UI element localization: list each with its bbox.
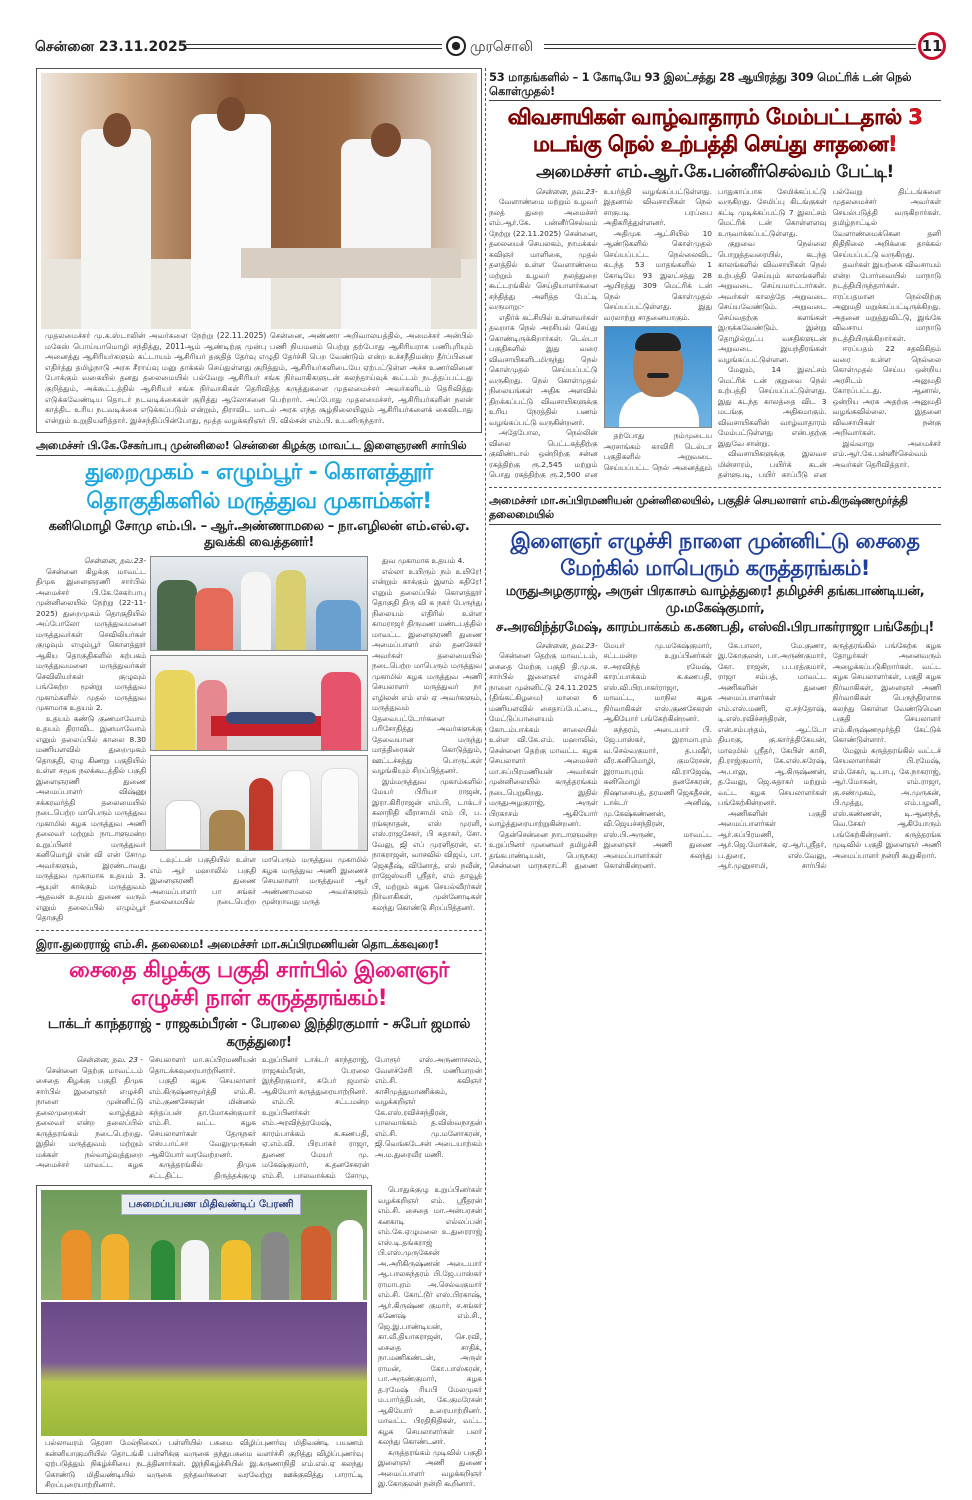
header-rule — [544, 44, 916, 49]
paragraph: டவுட்டன் பகுதியில் உள்ள எம் ஆர் மஹாலில் பகுதி இளைஞரணி துணை அமைப்பாளர் பா சங்கர் தலைமையில் நடைபெற்ற மாபெரும் மருத்துவ முகாமில் கழக மருத்துவ அணி இணைச் செயலாளர் மருத்துவர் ஆர் அண்ணாமலை அவர்களும் மூன்றாவது மருத் — [150, 855, 368, 907]
headline: இளைஞர் எழுச்சி நாளை முன்னிட்டு சைதை மேற்கில் மாபெரும் கருத்தரங்கம்! — [510, 528, 920, 580]
column-divider — [485, 68, 486, 1470]
article-body — [372, 556, 482, 913]
paragraph: உதயம் கண்டு குணமாவோம் உதயம் திராவிட இனமாவோம் எனும் தலைப்பில் காலை 8.30 மணியளவில் துறைமுகம் தொகுதி, ஏழு கிணறு பகுதியில் உள்ள சமூக நலக்கூடத்தில் பகுதி இளைஞரணி துணை அமைப்பாளர் விஷ்ணு சக்கரவர்த்தி தலைமையில் நடைபெற்ற மாபெரும் மருத்துவ முகாமில் கழக மருத்துவ அணி தலைவர் மற்றும் நாடாளுமன்ற உறுப்பினர் மருத்துவர் கனிமொழி என் வி என் சோமு அவர்களும், இரண்டாவது மருத்துவ முகாமாக உதயம் 3. ஆயுள் காக்கும் மருத்துவம் ஆதவன் உதயம் துணை வரும் எனும் தலைப்பில் எழும்பூர் தொகுதி — [36, 713, 146, 923]
dateline: சென்னை, நவ.23- — [535, 640, 598, 650]
dateline: சென்னை, நவ.23- — [535, 186, 598, 196]
kicker: அமைச்சர் பி.கே.சேகர்பாபு முன்னிலை! சென்னை கிழக்கு மாவட்ட இளைஞரணி சார்பில் — [36, 439, 482, 456]
left-column — [36, 68, 482, 1494]
photo-caption: முதலமைச்சர் மு.க.ஸ்டாலின் அவர்களை நேற்று (22.11.2025) சென்னை, அண்ணா அறிவாலயத்தில், அமைச்சர் அன்பில் மகேஸ் பொய்யாமொழி சந்தித்து, 2011ஆம் ஆண்டிற்கு முன்பு பணி நியமனம் பெற்று தற்போது ஆசிரியராக பணிபுரியும் அனைத்து ஆசிரியர்களும் கட்டாயம் ஆசிரியர் தகுதித் தேர்வு எழுதி தேர்ச்சி பெற வேண்டும் என்ற உச்சநீதிமன்ற தீர்ப்பினை எதிர்த்து தமிழ்நாடு அரசு சீராய்வு மனு தாக்கல் செய்துள்ளது குறித்தும், ஆசிரியர்களிடையே ஏற்பட்டுள்ள அச்ச உணர்வினை போக்கும் வகையில் தனது தலைமையில் பல்வேறு ஆசிரியர் சங்க நிர்வாகிகளுடன் கலந்தாய்வுக் கூட்டம் நடத்தப்பட்டது குறித்தும், அக்கூட்டத்தில் ஆசிரியர் சங்க நிர்வாகிகள் தெரிவித்த கருத்துகளை முதலமைச்சர் அவர்களிடம் தெரிவித்து எடுக்கவேண்டிய தொடர் நடவடிக்கைகள் குறித்து ஆலோசனை பெற்றார். அப்போது முதலமைச்சர், ஆசிரியர்களின் நலன் காத்திட உரிய நடவடிக்கை எடுக்கப்படும் என்றும், திராவிட மாடல் அரசு எந்த சூழ்நிலையிலும் ஆசிரியர்களைக் கைவிடாது என்றும் உறுதியளித்தார். இச்சந்திப்பின்போது, மூத்த வழக்கறிஞர் பி. வில்சன் எம்.பி. உடனிருந்தார். — [45, 331, 473, 425]
section-divider — [36, 930, 482, 931]
paragraph: விவசாயிகளுக்கு இலவச மின்சாரம், பயிர்க் கடன் தள்ளுபடி, பயிர் காப்பீடு என பல்வேறு திட்டங்களை முதலமைச்சர் அவர்கள் செயல்படுத்தி வருகிறார்கள். தமிழ்நாட்டில் வேளாண்மைக்கென தனி நிதிநிலை அறிக்கை தாக்கல் செய்யப்பட்டு வருகிறது. — [718, 186, 941, 480]
medical-camp-article — [36, 439, 482, 923]
paragraph: கருத்தரங்கில் திமுக சட்டதிட்ட திருத்தக்குழு உறுப்பினர் டாக்டர் காந்தராஜ், ராஜகம்பீரன், பேரலை இந்திரகுமார், சுபேர் ஜமால் ஆகியோர் கருத்துரையாற்றினர். — [149, 1055, 369, 1180]
newspaper-name: முரசொலி — [470, 39, 533, 55]
paragraph: எதிர்க் கட்சியில் உள்ளவர்கள் தவறாக நெல் அரசியல் செய்து கொண்டிருக்கிறார்கள். டெல்டா பகுதிகளில் இது வரை விவசாயிகளிடமிருந்து நெல் கொள்முதல் செய்யப்பட்டு வருகிறது. நெல் கொள்முதல் நிலையங்கள் அதிக அளவில் திறக்கப்பட்டு விவசாயிகளுக்கு உரிய நேரத்தில் பணம் வழங்கப்பட்டு வருகின்றனர். — [489, 312, 598, 427]
paragraph: எல்லா உயிரும் நம் உயிரே! என்றும் காக்கும் இளம் கதிரே! எனும் தலைப்பில் கொளத்தூர் தொகுதி திரு வி க நகர் பேருந்து நிலையம் எதிரில் உள்ள காமராஜர் திருமண மண்டபத்தில் மாவட்ட இளைஞரணி துணை அமைப்பாளர் எல் தனசேகர் அவர்கள் தலைமையில் நடைபெற்ற மாபெரும் மருத்துவ முகாமில் கழக மருத்துவ அணி செயலாளர் மருத்துவர் நா எழிலன் எம் எல் ஏ அவர்களும், மருத்துவம் தேவைபட்டோர்களை பரிசோதித்து அவர்களுக்கு தேவையான மருந்து மாத்திரைகள் கொடுத்தும், ஊட்டச்சத்து பொருட்கள் வழங்கியும் சிறப்பித்தனர். — [372, 566, 482, 776]
headline: விவசாயிகள் வாழ்வாதாரம் மேம்பட்டதால் 3 மடங்கு நெல் உற்பத்தி செய்து சாதனை! — [507, 105, 923, 157]
header-rule — [186, 44, 442, 49]
article-body — [36, 556, 146, 924]
kicker: 53 மாதங்களில் – 1 கோடியே 93 இலட்சத்து 28 ஆயிரத்து 309 மெட்ரிக் டன் நெல் கொள்முதல்! — [489, 70, 941, 101]
paragraph: இம்மருத்துவ முகாம்களில் மேயர் பிரியா ராஜன், இரா.கிரிராஜன் எம்.பி, டாக்டர் கலாநிதி வீராசாமி எம் பி, ப. ரங்கநாதன், எஸ் முரளி, எஸ்.ராஜசேகர், பி சுதாகர், சோ. வேலு, ஜி எப் முரளிதரன், எ. நாகராஜன், வாசவில் விஜய், பா. ஜெகதீஷ், வினோத், எல் நவீன், ராஜேஸ்வரி ஸ்ரீதர், எம் தாவூத் பி, மற்றும் கழக செயல்வீரர்கள் நிர்வாகிகள், முன்னோடிகள் கலந்து கொண்டு சிறப்பித்தனர். — [372, 776, 482, 912]
paragraph: கருத்தரங்கம் முடிவில் பகுதி இளைஞர் அணி துணை அமைப்பாளர் வழக்கறிஞர் இ.கோகுலன் நன்றி கூறினார். — [378, 1447, 482, 1489]
paragraph: மேலும், 14 இலட்சம் மெட்ரிக் டன் குறுவை நெல் உற்பத்தி செய்யப்பட்டுள்ளது. இது கடந்த காலத்தை விட 3 மடங்கு அதிகமாகும். விவசாயிகளின் வாழ்வாதாரம் மேம்பட்டுள்ளது என்பதற்கு இதுவே சான்று. — [718, 365, 827, 448]
minister-portrait — [604, 326, 713, 428]
seminar-right-article — [489, 494, 941, 872]
page-number: 11 — [918, 32, 946, 60]
paragraph: அதிமுக ஆட்சியில் 10 ஆண்டுகளில் கொள்முதல் செய்யப்பட்ட நெல்லைவிட கடந்த 53 மாதங்களில் 1 கோடியே 93 இலட்சத்து 28 ஆயிரத்து 309 மெட்ரிக் டன் நெல் கொள்முதல் செய்யப்பட்டுள்ளது. இது வரலாற்று சாதனையாகும். — [603, 228, 712, 322]
rally-audience-photo — [41, 1302, 367, 1436]
edition-date: சென்னை 23.11.2025 — [35, 39, 188, 55]
article-body — [489, 187, 941, 481]
paragraph: இவ்வாறு அமைச்சர் எம்.ஆர்.கே.பன்னீர்செல்வம் அவர்கள் தெரிவித்தார். — [832, 438, 941, 469]
seminar-left-article — [36, 937, 482, 1494]
subheadline: டாக்டர் காந்தராஜ் - ராஜகம்பீரன் - பேரலை இந்திரகுமார் - சுபேர் ஜமால் கருத்துரை! — [47, 1016, 471, 1050]
article-body — [378, 1185, 482, 1490]
subheadline: அமைச்சர் எம்.ஆர்.கே.பன்னீர்செல்வம் பேட்டி! — [536, 161, 894, 182]
paragraph: மேலும் கருத்தரங்கில் வட்டச் செயலாளர்கள் பி.ரமேஷ், எம்.சேகர், டி.பாபு, கே.நாகராஜ், ஆர்.மோகன், எம்.ராஜா, கு.சண்முகம், அ.முருகன், பி.முத்து, எம்.பழனி, எஸ்.கண்ணன், டி.ஆனந்த், வெ.சேகர் ஆகியோரும் பங்கேற்கின்றனர். கருத்தரங்க முடிவில் பகுதி இளைஞர் அணி அமைப்பாளர் நன்றி கூறுகிறார். — [832, 745, 941, 860]
paragraph: அதேபோல, நெல்லின் விலை பெட்டகத்திற்கு குவிண்டால் ஒன்றிற்கு சன்ன ரகத்திற்கு ரூ.2,545 மற்றும் பொது ரகத்திற்கு ரூ.2,500 என உயர்த்தி வழங்கப்பட்டுள்ளது. இதனால் விவசாயிகள் நெல் சாகுபடி பரப்பை அதிகரித்துள்ளனர். — [489, 186, 712, 480]
medical-camp-photo — [150, 556, 368, 651]
paragraph: தென்சென்னை நாடாளுமன்ற உறுப்பினர் முனைவர் தமிழச்சி தங்கபாண்டியன், பெருநகர சென்னை மாநகராட்சி துணை மேயர் மு.மகேஷ்குமார், சட்டமன்ற உறுப்பினர்கள் ச.அரவிந்த் ரமேஷ், காரப்பாக்கம் க.கணபதி, எஸ்.வி.பிரபாகர்ராஜா, மாவட்ட, மாநில கழக நிர்வாகிகள் எஸ்.குணசேகரன் ஆகியோர் பங்கேற்கின்றனர். — [489, 640, 712, 871]
rally-photo — [41, 1190, 367, 1300]
dateline: சென்னை, நவ.23- — [83, 556, 146, 566]
subheadline: ச.அரவிந்த்ரமேஷ், காரம்பாக்கம் க.கணபதி, எஸ்வி.பிரபாகர்ராஜா பங்கேற்பு! — [496, 620, 934, 636]
paragraph: சுந்தரம், அடையார் பி. ஜே.பாஸ்கர், இராமாபுரம் வ.செல்வகுமார், த.பஷீர், வீர.கனிமொழி, குமரேசன், இராமாபுரம் வி.ராஜேஷ், கனிமொழி தனசேகரன், நிஷாசையத், தரமணி ஜெகதீசன், டாக்டர் அனிஷ், மு.கேஷ்கண்ணன், வி.ஜெயச்சந்திரன், எஸ்.பி.அருண், மாவட்ட இளைஞர் அணி துணை அமைப்பாளர்கள் கலந்து கொள்கின்றனர். — [603, 724, 712, 871]
headline: துறைமுகம் - எழும்பூர் - கொளத்தூர் தொகுதிகளில் மருத்துவ முகாம்கள்! — [85, 460, 433, 514]
paragraph: சென்னை கிழக்கு மாவட்ட திமுக இளைஞரணி சார்பில் அமைச்சர் பி.கே.சேகர்பாபு முன்னிலையில் நேற்று (22-11-2025) துறைமுகம் தொகுதியில் அப்போலோ மருத்துவமனை மருத்துவர்கள் செவிலியர்கள் குழுவும் எழும்பூர் கொளத்தூர் ஆகிய தொகுதிகளில் கற்பகம் மருத்துவமனை மருத்துவர்கள் செவிலியர்கள் குழுவும் பங்கேற்ற மூன்று மருத்துவ முகாம்களில் முதல் மருத்துவ முகாமாக உதயம் 2. — [36, 566, 146, 713]
section-divider — [489, 487, 941, 488]
medical-camp-photo — [150, 755, 368, 851]
paragraph: அணிகளின் பகுதி அமைப்பாளர்கள் ஆர்.சுப்பிரமணி, ஆர்.ஜெ.மோகன், ஏ.ஆர்.ஸ்ரீதர், ப.துரை, எஸ்.வேலு, ஆர்.முனுசாமி, சார்பில் கருத்தரங்கில் பங்கேற்க கழக தோழர்கள் அனைவரும் அழைக்கப்படுகிறார்கள். வட்ட கழக செயலாளர்கள், பகுதி கழக நிர்வாகிகள், இளைஞர் அணி நிர்வாகிகள் பெருந்திரளாக கலந்து கொள்ள வேண்டுமென பகுதி செயலாளர் எம்.கிருஷ்ணமூர்த்தி கேட்டுக் கொண்டுள்ளார். — [718, 640, 941, 871]
dateline: சென்னை, நவ. 23 - — [76, 1055, 143, 1065]
paragraph: துவ முகாமாக உதயம் 4. — [382, 556, 465, 566]
kicker: அமைச்சர் மா.சுப்பிரமணியன் முன்னிலையில், பகுதிச் செயலாளர் எம்.கிருஷ்ணமூர்த்தி தலைமையில் — [489, 494, 941, 525]
paddy-article — [489, 70, 941, 481]
paragraph: தற்போது நம்முடைய அரசாங்கம் காவிரி டெல்டா பகுதிகளில் அறுவடை செய்யப்பட்ட நெல் அனைத்தும் பாதுகாப்பாக சேமிக்கப்பட்டு வருகிறது. சேமிப்பு கிடங்குகள் கட்டி முடிக்கப்பட்டு 7 இலட்சம் மெட்ரிக் டன் கொள்ளளவு உருவாக்கப்பட்டுள்ளது. — [603, 186, 827, 472]
article-body — [150, 855, 368, 908]
subheadline: கனிமொழி சோமு எம்.பி. – ஆர்.அண்ணாமலை – நா.எழிலன் எம்.எல்.ஏ. துவக்கி வைத்தனர்! — [48, 518, 470, 551]
paragraph: வேளாண்மை மற்றும் உழவர் நலத் துறை அமைச்சர் எம்.ஆர்.கே. பன்னீர்செல்வம் நேற்று (22.11.2025) சென்னை, தலைமைச் செயலகம், நாமக்கல் கவிஞர் மாளிகை, முதல் தளத்தில் உள்ள வேளாண்மை மற்றும் உழவர் நலத்துறை கூட்டரங்கில் செய்தியாளர்களை சந்தித்து அளித்த பேட்டி வருமாறு:- — [489, 197, 598, 312]
paragraph: பகுதி கழக செயலாளர் எம்.கிருஷ்ணமூர்த்தி எம்.சி. எம்.குணசேகரன் மின்னல் கந்தப்பன் தா.மோகன்குமார் எம்.சி. வட்ட கழக செயலாளர்கள் தேருநகர் எஸ்.பாட்சா வேலுமுருகன் ஆகியோர் வரவேற்றனர். — [149, 1076, 256, 1159]
paragraph: சென்னை தெற்கு மாவட்டம், சைதை மேற்கு பகுதி தி.மு.க. சார்பில் இளைஞர் எழுச்சி நாளை முன்னிட்டு 24.11.2025 (திங்கட்கிழமை) மாலை 6 மணியளவில் சைதாப்பேட்டை, மேட்டுப்பாளையம் கோடம்பாக்கம் சாலையில் உள்ள வி.கே.எம். மஹாலில், சென்னை தெற்கு மாவட்ட கழக செயலாளர் அமைச்சர் மா.சுப்பிரமணியன் அவர்கள் முன்னிலையில் கருத்தரங்கம் நடைபெறுகிறது. இதில் மருதுஅழகுராஜ், அருள் பிரகாசம் ஆகியோர் வாழ்த்துரையாற்றுகின்றனர். — [489, 651, 598, 829]
newspaper-logo-icon — [446, 36, 466, 56]
article-body — [36, 1055, 482, 1181]
subheadline: மருதுஅழகுராஜ், அருள் பிரகாசம் வாழ்த்துரை! தமிழச்சி தங்கபாண்டியன், மு.மகேஷ்குமார், — [505, 584, 925, 617]
medical-camp-photo — [150, 655, 368, 751]
photo-caption: பல்லாவரம் தெரசா மேல்நிலைப் பள்ளியில் பசுமை விழிப்புணர்வு மிதிவண்டி பயணம் கன்னியாகுமரியில் தொடங்கி பள்ளிக்கு வருகை தந்துபசுமை வளர்ச்சி குறித்து விழிப்புணர்வு ஏற்படுத்தும் நிகழ்ச்சியை நடத்தினார்கள். இந்நிகழ்ச்சியில் இ.கருணாநிதி எம்.எல்.ஏ கலந்து கொண்டு மிதிவண்டியில் வருகை தந்தவர்களை வரவேற்று ஊக்குவித்து பாராட்டி சிறப்புரையாற்றினார். — [45, 1438, 363, 1490]
paragraph: கே.பாலா, மே.குணா, இ.கோகுலன், பா.அருண்குமார், கோ. ராஜன், ப.பரத்குமார், ராஜா சம்பத், மாவட்ட அணிகளின் துணை அமைப்பாளர்கள் எம்.எஸ்.மணி, ஏ.சந்தோஷ், டி.எஸ்.ரவிச்சந்திரன், என்.சம்பந்தம், ஆட்டோ தியாகு, கு.கார்த்திகேயன், மாவுமில் ஸ்ரீதர், கேபிள் காசி, தி.ராஜ்குமார், கே.எஸ்.சுரேஷ், அ.பாலு, ஆ.கிருஷ்ணன், த.வேலு, ஜெ.சுதாகர் மற்றும் வட்ட கழக செயலாளர்கள் பங்கேற்கின்றனர். — [718, 640, 827, 808]
article-body — [489, 641, 941, 872]
paragraph: தவர்கள் இயற்கை விவசாயம் என்ற போர்வையில் மாநாடு நடத்தியிருந்தார்கள். ஈரப்பதமான நெல்லிற்கு அனுமதி மறுக்கப்பட்டிருக்கிறது. அதனை மறுத்துவிட்டு, இங்கே விவசாய மாநாடு நடத்தியிருக்கிறார்கள். — [832, 260, 941, 343]
paragraph: எம்.பி. சட்டமன்ற உறுப்பினர்கள் எம்.அரவிந்த்ரமேஷ், காரம்பாக்கம் க.கணபதி, ஏ.எம்.வி. பிரபாகர் ராஜா, துணை மேயர் மு. மகேஷ்குமார், க.தனசேகரன் எம்.சி. பாலவாக்கம் சோமு, போரூர் எஸ்.அருணாசலம், வேளச்சேரி பி. மணிமாறன் எம்.சி. கவிஞர் காசிமுத்துமாணிக்கம், வழக்கறிஞர் கே.எஸ்.ரவிச்சந்திரன், பாலவாக்கம் த.விஸ்வநாதன் எம்.சி. மு.மனோகரன், ஜி.வெங்கடேசன் அடையாற்கம் அ.ம.துரைவீர மணி. — [262, 1055, 482, 1180]
paragraph: ஈரப்பதம் 22 சதவிகிதம் வரை உள்ள நெல்லை கொள்முதல் செய்ய ஒன்றிய அரசிடம் அனுமதி கோரப்பட்டது. ஆனால், ஒன்றிய அரசு அதற்கு அனுமதி வழங்கவில்லை. இதனை விவசாயிகள் நன்கு அறிவார்கள். — [832, 344, 941, 438]
cycle-rally-photo-box — [36, 1185, 372, 1494]
headline: சைதை கிழக்கு பகுதி சார்பில் இளைஞர் எழுச்சி நாள் கருத்தரங்கம்! — [69, 957, 449, 1012]
kicker: இரா.துரைராஜ் எம்.சி. தலைமை! அமைச்சர் மா.சுப்பிரமணியன் தொடக்கவுரை! — [36, 937, 482, 954]
paragraph: சென்னை தெற்கு மாவட்டம் சைதை கிழக்கு பகுதி திமுக சார்பில் இளைஞர் எழுச்சி நாளை முன்னிட்டு தலைமுறைகள் வாழ்த்தும் தலைவர் என்ற தலைப்பில் கருத்தரங்கம் நடைபெற்றது. இதில் மருத்துவம் மற்றும் மக்கள் நல்வாழ்வுத்துறை அமைச்சர் மாவட்ட கழக செயலாளர் மா.சுப்பிரமணியன் தொடக்கவுரையாற்றினார். — [36, 1055, 256, 1170]
paragraph: குறுவை நெல்லை பொறுத்தவரையில், கடந்த காலங்களில் விவசாயிகள் நெல் உற்பத்தி செய்யும் காலங்களில் அறுவடை செய்யமாட்டார்கள். அவர்கள் காலத்தே அறுவடை செய்யவேண்டும். அறுவடை செய்வதற்கு களங்கள் இருக்கவேண்டும். இன்று தொழில்நுட்ப வசதிகளுடன் அறுவடை இயந்திரங்கள் வழங்கப்பட்டுள்ளன. — [718, 239, 827, 364]
banner-text: பசுமைப்பயண மிதிவண்டிப் பேரணி — [121, 1194, 301, 1215]
photo-story — [36, 68, 482, 433]
meeting-photo — [41, 73, 477, 329]
paragraph: பொதுக்குழு உறுப்பினர்கள் வழக்கறிஞர் எம். ஸ்ரீதரன் எம்.சி. சைதை மா.அன்பரசன் கனகாடி எல்லப்பன் எம்.கே.ஏழுமலை உ.துரைராஜ் எஸ்.டி.தங்கராஜ் பி.எஸ்.முருகேசன் அ.அரிகிருஷ்ணன் அடையார் ஆ.பாலசுந்தரம் பி.ஜே.பாஸ்கர் ராமாபுரம் அ.செல்வகுமார் எம்.சி. கோட்டூர் எஸ்.பிரகாஷ், ஆர்.கிருஷ்ண குமார், ச.சங்கர் கணேஷ் எம்.சி., ஜெ.இ.பாண்டியன், கா.வீ.தியாகராஜன், செ.ரவி, சைதை சாதிக், நா.மணிகண்டன், அருள் ராமன், கோ.பாஸ்கரன், பா.அருண்குமார், கழக த.ரமேஷ் ரியபி மேலமுகர் ம.பார்த்திபன், கே.குமரேசன் ஆகியோர் உரையாற்றினர். மாவட்ட பிரதிநிதிகள், வட்ட கழக செயலாளர்கள் பலர் கலந்து கொண்டனர். — [378, 1185, 482, 1447]
right-column — [489, 70, 941, 872]
